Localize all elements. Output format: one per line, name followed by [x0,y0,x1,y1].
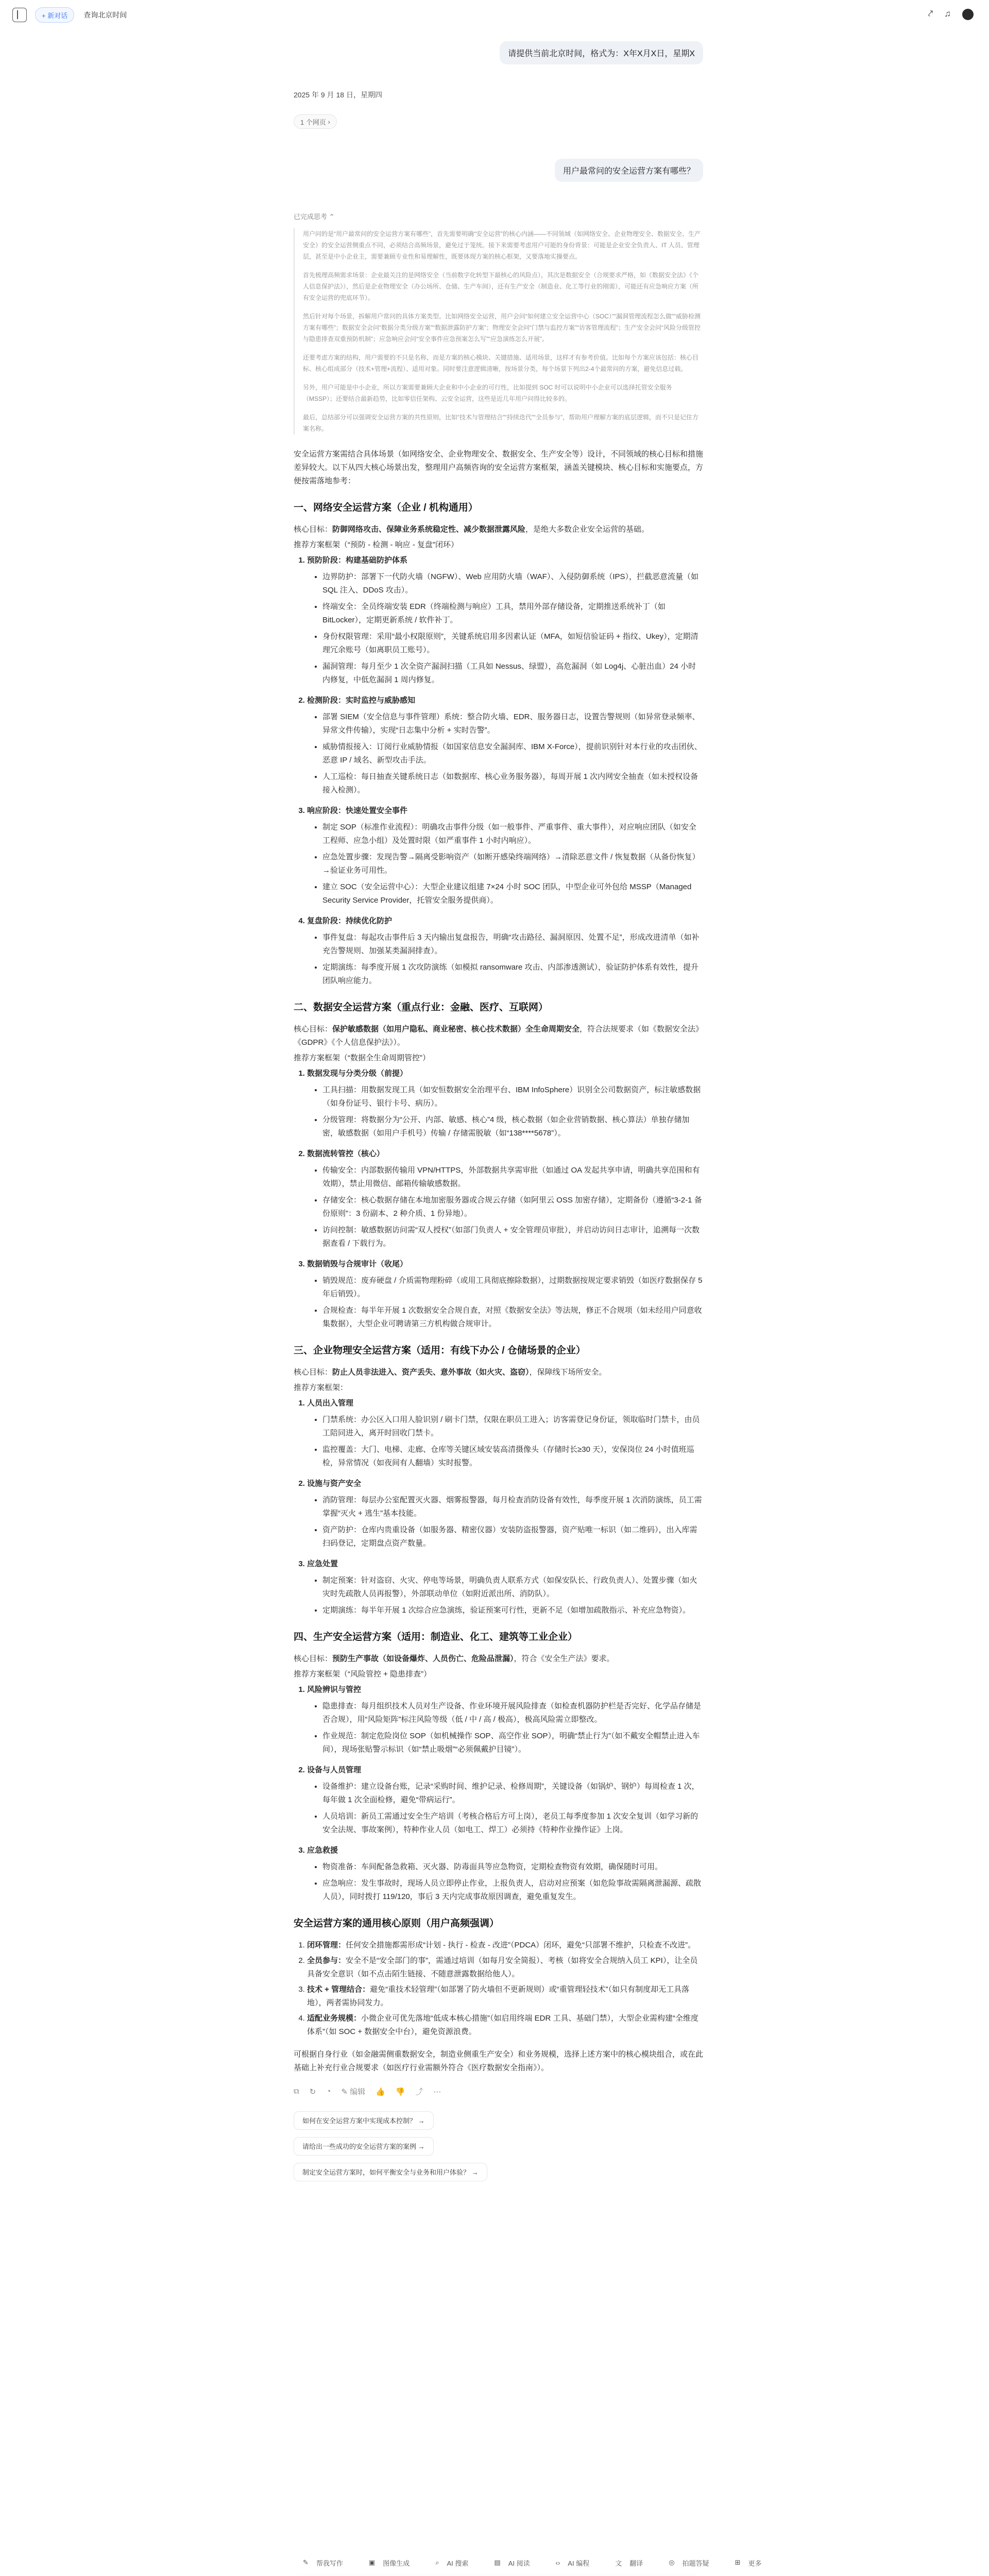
section-goal: 核心目标：预防生产事故（如设备爆炸、人员伤亡、危险品泄漏），符合《安全生产法》要求。 [294,1654,615,1663]
think-paragraph: 用户问的是“用户最常问的安全运营方案有哪些”，首先需要明确“安全运营”的核心内涵——不同领域（如网络安全、企业物理安全、数据安全、生产安全）的安全运营侧重点不同，必须结合高频场景，避免过于笼统。接下来需要考虑用户可能的身份背景：可能是企业安全负责人、IT 人员、管理层，甚至是中小企业主，需要兼顾专业性和易理解性，既要体现方案的核心框架，又要落地实操要点。 [303,230,701,260]
edit-button[interactable]: ✎ 编辑 [341,2088,366,2096]
step-item: 2. 设备与人员管理 • 设备维护：建立设备台账，记录“采购时间、维护记录、检修周期”，关键设备（如锅炉、钢炉）每周检查 1 次，每年做 1 次全面检修，避免“带病运行”。 • 人员培训：新员工需通过安全生产培训（考核合格后方可上岗），老员工每季度参加 1 次安全复训（如学习新的安全法规、事故案例），特种作业人员（如电工、焊工）必须持《特种作业操作证》上岗。 [307,1764,703,1837]
step-item: 1. 人员出入管理 • 门禁系统：办公区入口用人脸识别 / 刷卡门禁，仅限在职员工进入；访客需登记身份证，领取临时门禁卡，由员工陪同进入，离开时回收门禁卡。 • 监控覆盖：大门、电梯、走廊、仓库等关键区域安装高清摄像头（存储时长≥30 天），安保岗位 24 小时值班巡检，异常情况（如夜间有人翻墙）实时报警。 [307,1397,703,1470]
think-paragraph: 还要考虑方案的结构，用户需要的不只是名称，而是方案的核心模块、关键措施、适用场景，这样才有参考价值。比如每个方案应该包括：核心目标、核心组成部分（技术+管理+流程）、适用对象。同时要注意逻辑清晰，按场景分类，每个场景下列出2-4个最常问的方案，避免信息过载。 [303,354,699,372]
step-item: 3. 应急救援 • 物资准备：车间配备急救箱、灭火器、防毒面具等应急物资，定期检查物资有效期，确保随时可用。 • 应急响应：发生事故时，现场人员立即停止作业，上报负责人，启动对应预案（如危险事故需隔离泄漏源、疏散人员），同时拨打 119/120，事后 3 天内完成事故原因调查，避免重复发生。 [307,1844,703,1904]
section-framework: 推荐方案框架（“风险管控 + 隐患排查”） [294,1670,432,1679]
step-item: 2. 设施与资产安全 • 消防管理：每层办公室配置灭火器、烟雾报警器，每月检查消防设备有效性，每季度开展 1 次消防演练，员工需掌握“灭火 + 逃生”基本技能。 • 资产防护：仓库内贵重设备（如服务器、精密仪器）安装防盗报警器，资产贴唯一标识（如二维码），出入库需扫码登记，定期盘点资产数量。 [307,1477,703,1550]
tool-more[interactable]: ⊞ 更多 [735,2558,762,2567]
list-item: • 部署 SIEM（安全信息与事件管理）系统：整合防火墙、EDR、服务器日志，设置告警规则（如异常登录频率、异常文件传输），实现“日志集中分析 + 实时告警”。 [322,710,703,737]
step-list [294,1067,703,1331]
thumbs-down-icon[interactable]: 👎 [395,2087,405,2096]
avatar[interactable] [962,9,974,20]
section-goal: 核心目标：防御网络攻击、保障业务系统稳定性、减少数据泄露风险，是绝大多数企业安全运营的基础。 [294,525,650,534]
step-list [294,1397,703,1617]
section-heading: 一、网络安全运营方案（企业 / 机构通用） [294,502,478,513]
step-item: 3. 数据销毁与合规审计（收尾） • 销毁规范：废弃硬盘 / 介质需物理粉碎（或用工具彻底擦除数据），过期数据按规定要求销毁（如医疗数据保存 5 年后销毁）。 • 合规检查：每半年开展 1 次数据安全合规自查，对照《数据安全法》等法规，修正不合规项（如未经用户同意收集数据），大型企业可聘请第三方机构做合规审计。 [307,1258,703,1331]
section-heading: 四、生产安全运营方案（适用：制造业、化工、建筑等工业企业） [294,1632,578,1642]
suggestion-chip[interactable]: 制定安全运营方案时，如何平衡安全与业务和用户体验？ → [294,2163,487,2181]
list-item: • 人工巡检：每日抽查关键系统日志（如数据库、核心业务服务器），每周开展 1 次内网安全抽查（如未授权设备接入检测）。 [322,770,703,797]
chat-title[interactable]: 查询北京时间 [83,11,127,19]
list-item: • 身份权限管理：采用“最小权限原则”，关键系统启用多因素认证（MFA，如短信验证码 + 指纹、Ukey），定期清理冗余账号（如离职员工账号）。 [322,630,703,657]
message-actions [294,2086,703,2097]
list-item: • 边界防护：部署下一代防火墙（NGFW）、Web 应用防火墙（WAF）、入侵防御系统（IPS），拦截恶意流量（如 SQL 注入、DDoS 攻击）。 [322,570,703,597]
thinking-content [294,228,703,434]
suggestions [294,2111,703,2189]
list-item: • 设备维护：建立设备台账，记录“采购时间、维护记录、检修周期”，关键设备（如锅炉、钢炉）每周检查 1 次，每年做 1 次全面检修，避免“带病运行”。 [322,1780,703,1807]
step-item: 2. 数据流转管控（核心） • 传输安全：内部数据传输用 VPN/HTTPS，外部数据共享需审批（如通过 OA 发起共享申请，明确共享范围和有效期），禁止用微信、邮箱传输敏感数据。 • 存储安全：核心数据存储在本地加密服务器或合规云存储（如阿里云 OSS 加密存储），定期备份（遵循“3-2-1 备份原则”：3 份副本、2 种介质、1 份异地）。 • 访问控制：敏感数据访问需“双人授权”（如部门负责人 + 安全管理员审批），并启动访问日志审计，追溯每一次数据查看 / 下载行为。 [307,1147,703,1250]
think-paragraph: 最后，总结部分可以强调安全运营方案的共性原则，比如“技术与管理结合”“持续迭代”“全员参与”，帮助用户理解方案的底层逻辑，而不只是记住方案名称。 [303,414,698,432]
list-item: • 合规检查：每半年开展 1 次数据安全合规自查，对照《数据安全法》等法规，修正不合规项（如未经用户同意收集数据），大型企业可聘请第三方机构做合规审计。 [322,1304,703,1331]
step-item: 4. 复盘阶段：持续优化防护 • 事件复盘：每起攻击事件后 3 天内输出复盘报告，明确“攻击路径、漏洞原因、处置不足”，形成改进清单（如补充告警规则、加强某类漏洞排查）。 • 定期演练：每季度开展 1 次攻防演练（如模拟 ransomware 攻击、内部渗透测试），验证防护体系有效性，提升团队响应能力。 [307,914,703,988]
assistant-answer: 2025 年 9 月 18 日，星期四 [294,91,382,99]
thinking-toggle[interactable]: 已完成思考 ⌃ [294,213,335,221]
step-item: 2. 检测阶段：实时监控与威胁感知 • 部署 SIEM（安全信息与事件管理）系统：整合防火墙、EDR、服务器日志，设置告警规则（如异常登录频率、异常文件传输），实现“日志集中分析 + 实时告警”。 • 威胁情报接入：订阅行业威胁情报（如国家信息安全漏洞库、IBM X-Force），提前识别针对本行业的攻击团伙、恶意 IP / 域名、新型攻击手法。 • 人工巡检：每日抽查关键系统日志（如数据库、核心业务服务器），每周开展 1 次内网安全抽查（如未授权设备接入检测）。 [307,694,703,797]
list-item: • 物资准备：车间配备急救箱、灭火器、防毒面具等应急物资，定期检查物资有效期，确保随时可用。 [322,1860,703,1874]
list-item: • 资产防护：仓库内贵重设备（如服务器、精密仪器）安装防盗报警器，资产贴唯一标识（如二维码），出入库需扫码登记，定期盘点资产数量。 [322,1523,703,1550]
list-item: • 监控覆盖：大门、电梯、走廊、仓库等关键区域安装高清摄像头（存储时长≥30 天），安保岗位 24 小时值班巡检，异常情况（如夜间有人翻墙）实时报警。 [322,1443,703,1470]
list-item: • 制定 SOP（标准作业流程）：明确攻击事件分级（如一般事件、严重事件、重大事件），对应响应团队（如安全工程师、应急小组）及处置时限（如严重事件 1 小时内响应）。 [322,821,703,848]
section-heading: 三、企业物理安全运营方案（适用：有线下办公 / 仓储场景的企业） [294,1345,586,1356]
copy-icon[interactable]: ⧉ [294,2087,299,2096]
more-icon[interactable]: ⋯ [433,2087,441,2096]
assistant-message [294,211,703,2189]
sidebar-toggle-icon[interactable] [12,8,27,22]
list-item: • 威胁情报接入：订阅行业威胁情报（如国家信息安全漏洞库、IBM X-Force），提前识别针对本行业的攻击团伙、恶意 IP / 域名、新型攻击手法。 [322,740,703,767]
new-chat-button[interactable]: + 新对话 [35,7,74,23]
tool-read[interactable]: ▤ AI 阅读 [494,2558,530,2567]
list-item: • 传输安全：内部数据传输用 VPN/HTTPS，外部数据共享需审批（如通过 OA 发起共享申请，明确共享范围和有效期），禁止用微信、邮箱传输敏感数据。 [322,1164,703,1191]
tool-writing[interactable]: ✎ 帮我写作 [303,2558,343,2567]
section-framework: 推荐方案框架： [294,1383,348,1392]
tool-translate[interactable]: 文 翻译 [615,2559,643,2567]
section-goal: 核心目标：保护敏感数据（如用户隐私、商业秘密、核心技术数据）全生命周期安全，符合法规要求（如《数据安全法》《GDPR》《个人信息保护法》）。 [294,1025,700,1047]
tool-code[interactable]: ‹› AI 编程 [555,2558,590,2567]
list-item: • 工具扫描：用数据发现工具（如安恒数据安全治理平台、IBM InfoSphere）识别全公司数据资产，标注敏感数据（如身份证号、银行卡号、病历）。 [322,1083,703,1110]
step-item: 3. 响应阶段：快速处置安全事件 • 制定 SOP（标准作业流程）：明确攻击事件分级（如一般事件、严重事件、重大事件），对应响应团队（如安全工程师、应急小组）及处置时限（如严重事件 1 小时内响应）。 • 应急处置步骤：发现告警→隔离受影响资产（如断开感染终端网络）→清除恶意文件 / 恢复数据（从备份恢复）→验证业务可用性。 • 建立 SOC（安全运营中心）：大型企业建议组建 7×24 小时 SOC 团队，中型企业可外包给 MSSP（Managed Security Service Provider，托管安全服务提供商）。 [307,804,703,907]
list-item: • 销毁规范：废弃硬盘 / 介质需物理粉碎（或用工具彻底擦除数据），过期数据按规定要求销毁（如医疗数据保存 5 年后销毁）。 [322,1274,703,1301]
section-framework: 推荐方案框架（“预防 - 检测 - 响应 - 复盘”闭环） [294,540,458,549]
principle-list [294,1939,703,2039]
user-message: 用户最常问的安全运营方案有哪些？ [555,159,703,182]
list-item: • 人员培训：新员工需通过安全生产培训（考核合格后方可上岗），老员工每季度参加 1 次安全复训（如学习新的安全法规、事故案例），特种作业人员（如电工、焊工）必须持《特种作业操作证》上岗。 [322,1810,703,1837]
list-item: • 制定预案：针对盗窃、火灾、停电等场景，明确负责人联系方式（如保安队长、行政负责人）、处置步骤（如火灾时先疏散人员再报警），外部联动单位（如附近派出所、消防队）。 [322,1574,703,1601]
thumbs-up-icon[interactable]: 👍 [376,2087,385,2096]
list-item: 4. 适配业务规模：小微企业可优先落地“低成本核心措施”（如启用终端 EDR 工具、基础门禁），大型企业需构建“全维度体系”（如 SOC + 数据安全中台），避免资源浪费。 [307,2012,703,2039]
tool-search[interactable]: ⌕ AI 搜索 [435,2558,469,2567]
step-item: 1. 预防阶段：构建基础防护体系 • 边界防护：部署下一代防火墙（NGFW）、Web 应用防火墙（WAF）、入侵防御系统（IPS），拦截恶意流量（如 SQL 注入、DDoS 攻击）。 • 终端安全：全员终端安装 EDR（终端检测与响应）工具，禁用外部存储设备，定期推送系统补丁（如 BitLocker），定期更新系统 / 软件补丁。 • 身份权限管理：采用“最小权限原则”，关键系统启用多因素认证（MFA，如短信验证码 + 指纹、Ukey），定期清理冗余账号（如离职员工账号）。 • 漏洞管理：每月至少 1 次全资产漏洞扫描（工具如 Nessus、绿盟），高危漏洞（如 Log4j、心脏出血）24 小时内修复，中低危漏洞 1 周内修复。 [307,554,703,687]
list-item: • 应急处置步骤：发现告警→隔离受影响资产（如断开感染终端网络）→清除恶意文件 / 恢复数据（从备份恢复）→验证业务可用性。 [322,851,703,877]
list-item: • 应急响应：发生事故时，现场人员立即停止作业，上报负责人，启动对应预案（如危险事故需隔离泄漏源、疏散人员），同时拨打 119/120，事后 3 天内完成事故原因调查，避免重复发生。 [322,1877,703,1904]
step-item: 1. 风险辨识与管控 • 隐患排查：每月组织技术人员对生产设备、作业环境开展风险排查（如检查机器防护栏是否完好、化学品存储是否合规），用“风险矩阵”标注风险等级（低 / 中 / 高 / 极高），极高风险需立即整改。 • 作业规范：制定危险岗位 SOP（如机械操作 SOP、高空作业 SOP），明确“禁止行为”（如不戴安全帽禁止进入车间），现场张贴警示标识（如“禁止吸烟”“必须佩戴护目镜”）。 [307,1683,703,1756]
list-item: • 漏洞管理：每月至少 1 次全资产漏洞扫描（工具如 Nessus、绿盟），高危漏洞（如 Log4j、心脏出血）24 小时内修复，中低危漏洞 1 周内修复。 [322,660,703,687]
list-item: • 门禁系统：办公区入口用人脸识别 / 刷卡门禁，仅限在职员工进入；访客需登记身份证，领取临时门禁卡，由员工陪同进入，离开时回收门禁卡。 [322,1413,703,1440]
regenerate-icon[interactable]: ↻ [309,2087,316,2096]
suggestion-chip[interactable]: 如何在安全运营方案中实现成本控制？ → [294,2111,434,2130]
answer-outro: 可根据自身行业（如金融需侧重数据安全，制造业侧重生产安全）和业务规模，选择上述方案中的核心模块组合，或在此基础上补充行业合规要求（如医疗行业需额外符合《医疗数据安全指南》）。 [294,2050,704,2072]
section-heading: 二、数据安全运营方案（重点行业：金融、医疗、互联网） [294,1002,549,1013]
list-item: • 建立 SOC（安全运营中心）：大型企业建议组建 7×24 小时 SOC 团队，中型企业可外包给 MSSP（Managed Security Service Provider，托管安全服务提供商）。 [322,880,703,907]
list-item: • 终端安全：全员终端安装 EDR（终端检测与响应）工具，禁用外部存储设备，定期推送系统补丁（如 BitLocker），定期更新系统 / 软件补丁。 [322,600,703,627]
list-item: 2. 全员参与：安全不是“安全部门的事”，需通过培训（如每月安全简报）、考核（如将安全合规纳入员工 KPI），让全员具备安全意识（如不点击陌生链接、不随意泄露数据给他人）。 [307,1954,703,1981]
list-item: • 隐患排查：每月组织技术人员对生产设备、作业环境开展风险排查（如检查机器防护栏是否完好、化学品存储是否合规），用“风险矩阵”标注风险等级（低 / 中 / 高 / 极高），极高风险需立即整改。 [322,1700,703,1726]
tool-question[interactable]: ◎ 拍题答疑 [669,2558,709,2567]
tool-image[interactable]: ▣ 图像生成 [368,2558,410,2567]
web-sources-pill[interactable]: 1 个网页 › [294,114,337,129]
answer-body [294,448,703,2075]
list-item: • 事件复盘：每起攻击事件后 3 天内输出复盘报告，明确“攻击路径、漏洞原因、处置不足”，形成改进清单（如补充告警规则、加强某类漏洞排查）。 [322,931,703,958]
list-item: • 定期演练：每季度开展 1 次攻防演练（如模拟 ransomware 攻击、内部渗透测试），验证防护体系有效性，提升团队响应能力。 [322,961,703,988]
voice-icon[interactable]: ◔ [326,2087,331,2096]
list-item: 1. 闭环管理：任何安全措施都需形成“计划 - 执行 - 检查 - 改进”（PDCA）闭环，避免“只部署不维护，只检查不改进”。 [307,1939,703,1952]
skill-toolbar [298,2555,772,2570]
step-item: 3. 应急处置 • 制定预案：针对盗窃、火灾、停电等场景，明确负责人联系方式（如保安队长、行政负责人）、处置步骤（如火灾时先疏散人员再报警），外部联动单位（如附近派出所、消防队）。 • 定期演练：每半年开展 1 次综合应急演练，验证预案可行性，更新不足（如增加疏散指示、补充应急物资）。 [307,1557,703,1617]
list-item: • 分级管理：将数据分为“公开、内部、敏感、核心”4 级，核心数据（如企业营销数据、核心算法）单独存储加密，敏感数据（如用户手机号）传输 / 存储需脱敏（如“138****5678”）。 [322,1113,703,1140]
section-heading: 安全运营方案的通用核心原则（用户高频强调） [294,1918,500,1929]
step-list [294,1683,703,1904]
share-icon[interactable]: ⤴ [415,2088,423,2096]
list-item: 3. 技术 + 管理结合：避免“重技术轻管理”（如部署了防火墙但不更新规则）或“重管理轻技术”（如只有制度却无工具落地），两者需协同发力。 [307,1983,703,2010]
section-goal: 核心目标：防止人员非法进入、资产丢失、意外事故（如火灾、盗窃），保障线下场所安全。 [294,1368,607,1377]
step-item: 1. 数据发现与分类分级（前提） • 工具扫描：用数据发现工具（如安恒数据安全治理平台、IBM InfoSphere）识别全公司数据资产，标注敏感数据（如身份证号、银行卡号、病历）。 • 分级管理：将数据分为“公开、内部、敏感、核心”4 级，核心数据（如企业营销数据、核心算法）单独存储加密，敏感数据（如用户手机号）传输 / 存储需脱敏（如“138****5678”）。 [307,1067,703,1140]
suggestion-chip[interactable]: 请给出一些成功的安全运营方案的案例 → [294,2137,434,2156]
top-bar [0,0,989,30]
list-item: • 作业规范：制定危险岗位 SOP（如机械操作 SOP、高空作业 SOP），明确“禁止行为”（如不戴安全帽禁止进入车间），现场张贴警示标识（如“禁止吸烟”“必须佩戴护目镜”）。 [322,1730,703,1756]
step-list [294,554,703,988]
list-item: • 访问控制：敏感数据访问需“双人授权”（如部门负责人 + 安全管理员审批），并启动访问日志审计，追溯每一次数据查看 / 下载行为。 [322,1224,703,1250]
notification-bell-icon[interactable]: ♫ [944,9,951,19]
list-item: • 存储安全：核心数据存储在本地加密服务器或合规云存储（如阿里云 OSS 加密存储），定期备份（遵循“3-2-1 备份原则”：3 份副本、2 种介质、1 份异地）。 [322,1194,703,1221]
section-framework: 推荐方案框架（“数据全生命周期管控”） [294,1054,430,1062]
list-item: • 消防管理：每层办公室配置灭火器、烟雾报警器，每月检查消防设备有效性，每季度开展 1 次消防演练，员工需掌握“灭火 + 逃生”基本技能。 [322,1494,703,1520]
user-message: 请提供当前北京时间，格式为：X年X月X日，星期X [500,41,703,64]
answer-intro: 安全运营方案需结合具体场景（如网络安全、企业物理安全、数据安全、生产安全等）设计，不同领域的核心目标和措施差异较大。以下从四大核心场景出发，整理用户高频咨询的安全运营方案框架，涵盖关键模块、核心目标和实施要点，方便按需落地参考： [294,450,704,485]
think-paragraph: 然后针对每个场景，拆解用户常问的具体方案类型。比如网络安全运营，用户会问“如何建立安全运营中心（SOC）”“漏洞管理流程怎么做”“威胁检测方案有哪些”；数据安全会问“数据分类分级方案”“数据泄露防护方案”；物理安全会问“门禁与监控方案”“访客管理流程”；生产安全会问“风险分级管控与隐患排查双重预防机制”；应急响应会问“安全事件应急预案怎么写”“应急演练怎么开展”。 [303,313,701,343]
list-item: • 定期演练：每半年开展 1 次综合应急演练，验证预案可行性，更新不足（如增加疏散指示、补充应急物资）。 [322,1604,703,1617]
think-paragraph: 另外，用户可能是中小企业，所以方案需要兼顾大企业和中小企业的可行性，比如提到 SOC 时可以说明中小企业可以选择托管安全服务（MSSP）；还要结合最新趋势，比如零信任架构、云安全运营，这些是近几年用户问得比较多的。 [303,384,672,402]
think-paragraph: 首先梳理高频需求场景：企业最关注的是网络安全（当前数字化转型下最核心的风险点），其次是数据安全（合规要求严格，如《数据安全法》《个人信息保护法》），然后是企业物理安全（办公场所、仓储、生产车间），还有生产安全（制造业、化工等行业的刚需），可能还有应急响应方案（所有安全运营的兜底环节）。 [303,272,699,301]
share-icon[interactable]: ⤤ [928,9,933,19]
